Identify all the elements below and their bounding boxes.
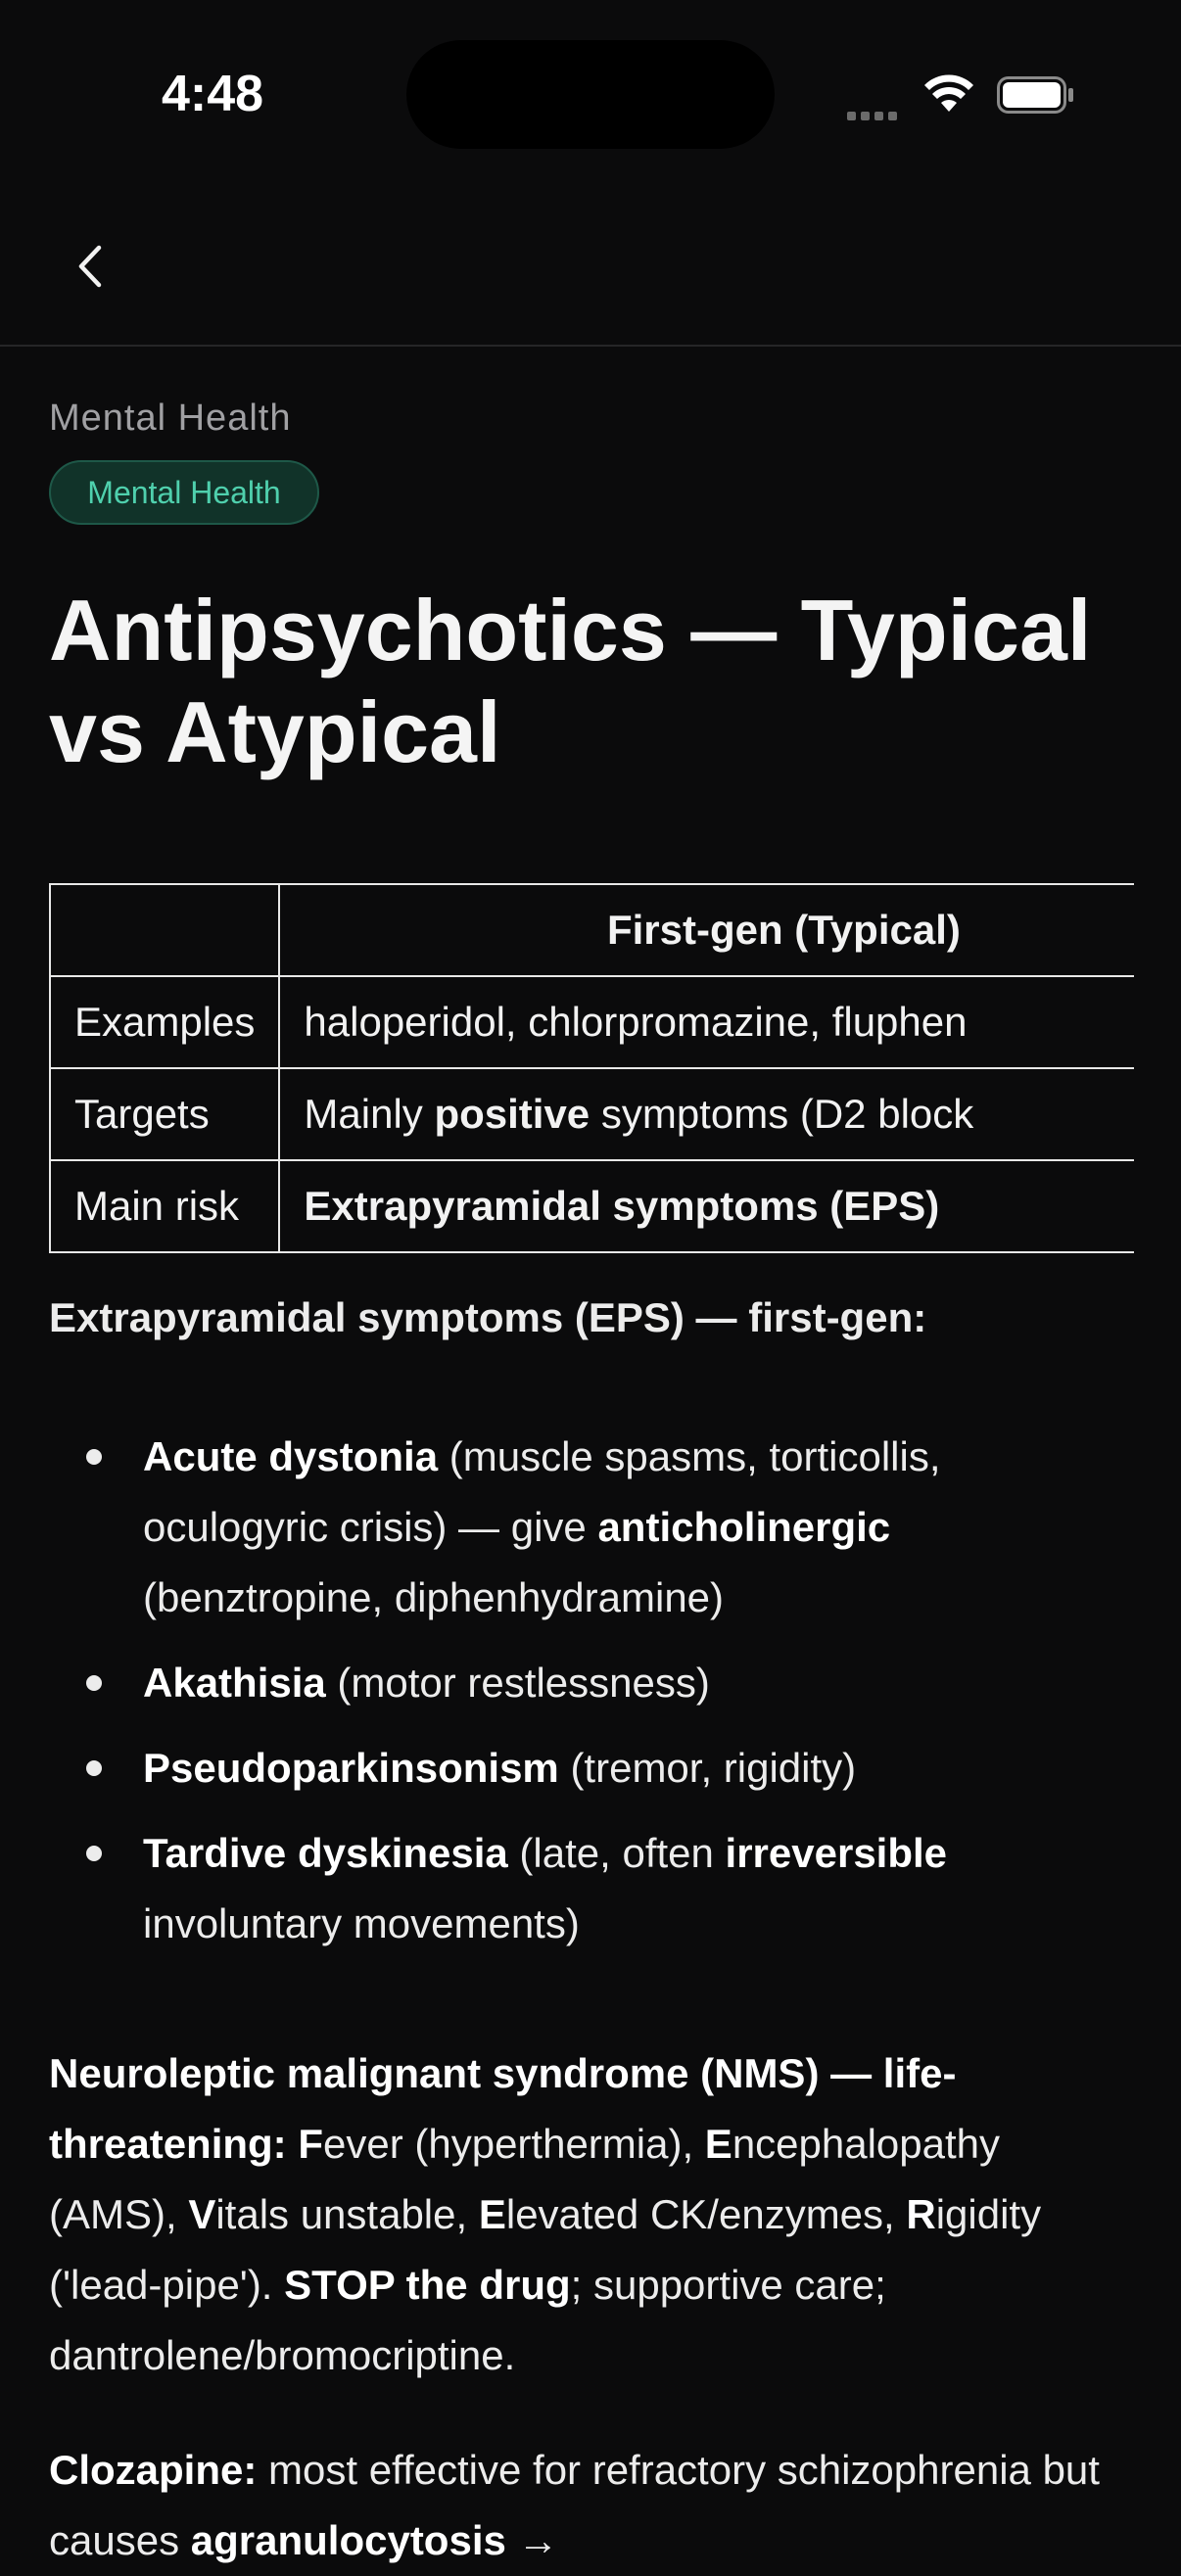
list-item: Pseudoparkinsonism (tremor, rigidity) bbox=[49, 1733, 1136, 1803]
clozapine-paragraph: Clozapine: most effective for refractory schizophrenia but causes agranulocytosis → bbox=[49, 2447, 1100, 2563]
cell-examples-first-gen: haloperidol, chlorpromazine, fluphen bbox=[279, 976, 1134, 1068]
back-button[interactable] bbox=[61, 237, 119, 296]
cellular-signal-icon bbox=[847, 103, 902, 120]
table-row bbox=[50, 976, 1134, 1068]
eps-list bbox=[49, 1422, 1136, 1974]
table-row bbox=[50, 1160, 1134, 1252]
category-tag[interactable]: Mental Health bbox=[49, 460, 319, 525]
row-label-examples: Examples bbox=[50, 976, 279, 1068]
dynamic-island bbox=[406, 40, 775, 149]
wifi-icon bbox=[923, 74, 974, 114]
navigation-bar bbox=[0, 186, 1181, 347]
list-item: Akathisia (motor restlessness) bbox=[49, 1648, 1136, 1718]
table-header-first-gen: First-gen (Typical) bbox=[279, 884, 1134, 976]
status-bar bbox=[0, 0, 1181, 186]
table-row bbox=[50, 1068, 1134, 1160]
row-label-main-risk: Main risk bbox=[50, 1160, 279, 1252]
eps-heading: Extrapyramidal symptoms (EPS) — first-gen: bbox=[49, 1294, 927, 1340]
list-item: Tardive dyskinesia (late, often irreversible involuntary movements) bbox=[49, 1818, 1136, 1959]
cell-main-risk-first-gen: Extrapyramidal symptoms (EPS) bbox=[279, 1160, 1134, 1252]
cell-targets-first-gen: Mainly positive symptoms (D2 block bbox=[279, 1068, 1134, 1160]
row-label-targets: Targets bbox=[50, 1068, 279, 1160]
nms-paragraph: Neuroleptic malignant syndrome (NMS) — life-threatening: Fever (hyperthermia), Encephalopathy (AMS), Vitals unstable, Elevated CK/enzymes, Rigidity ('lead-pipe'). STOP the drug; supportive care; dantrolene/bromocriptine. bbox=[49, 2050, 1042, 2378]
table-header-row bbox=[50, 884, 1134, 976]
battery-icon bbox=[997, 76, 1075, 114]
comparison-table bbox=[49, 883, 1134, 1253]
page-title: Antipsychotics — Typical vs Atypical bbox=[49, 582, 1092, 780]
comparison-table-container[interactable] bbox=[49, 883, 1134, 1253]
table-header-empty bbox=[50, 884, 279, 976]
status-time: 4:48 bbox=[162, 66, 264, 122]
chevron-left-icon bbox=[75, 244, 105, 289]
category-label: Mental Health bbox=[49, 398, 292, 439]
list-item: Acute dystonia (muscle spasms, torticollis, oculogyric crisis) — give anticholinergic (benztropine, diphenhydramine) bbox=[49, 1422, 1136, 1633]
